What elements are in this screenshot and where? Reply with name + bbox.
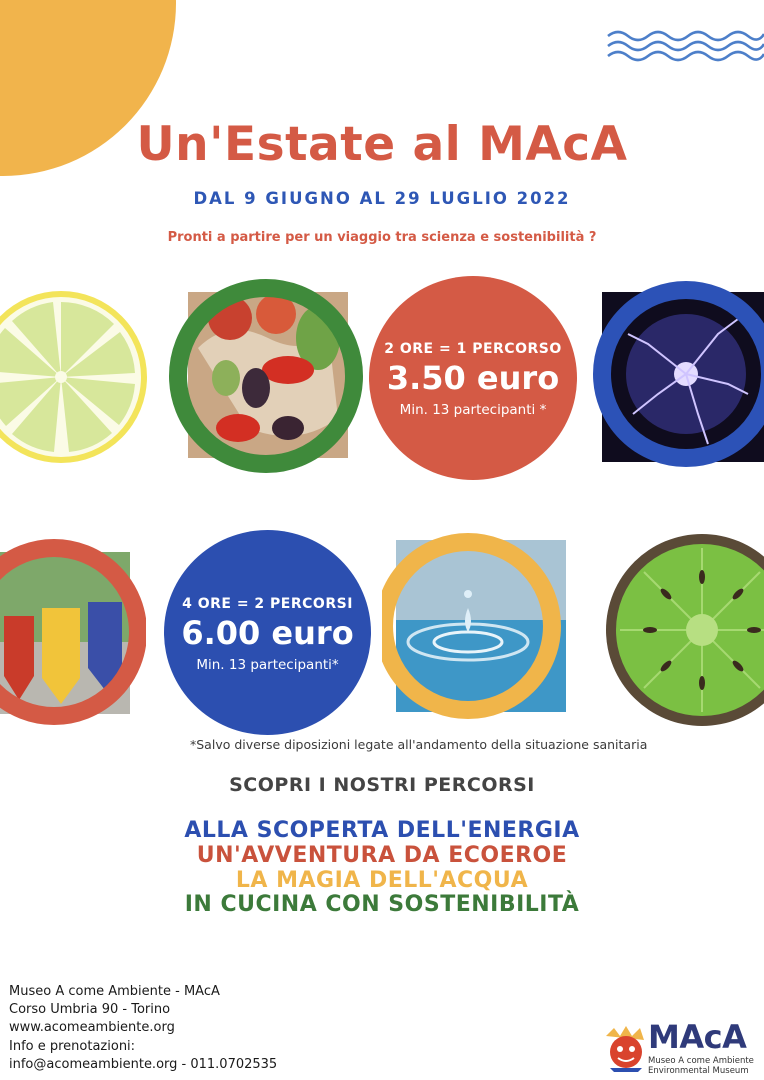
waves-icon <box>604 24 764 64</box>
offer-min: Min. 13 partecipanti* <box>196 657 339 673</box>
logo-subtitle-it: Museo A come Ambiente <box>648 1056 754 1066</box>
logo-mascot-icon <box>602 1022 650 1074</box>
route-water: LA MAGIA DELL'ACQUA <box>235 868 529 893</box>
kiwi-slice-icon <box>604 532 764 732</box>
booking-contact[interactable]: info@acomeambiente.org - 011.0702535 <box>9 1056 278 1072</box>
offer-price: 6.00 euro <box>181 614 354 652</box>
vegetables-image <box>168 278 364 474</box>
museum-address: Corso Umbria 90 - Torino <box>9 1002 171 1018</box>
contact-info <box>9 983 277 1074</box>
tagline: Pronti a partire per un viaggio tra scienza e sostenibilità ? <box>167 230 597 245</box>
route-energy: ALLA SCOPERTA DELL'ENERGIA <box>184 818 580 843</box>
offer-price: 3.50 euro <box>386 359 560 397</box>
glass-jars-image <box>0 532 146 732</box>
booking-label: Info e prenotazioni: <box>9 1038 136 1054</box>
lemon-slice-icon <box>0 278 150 476</box>
logo-wordmark: MAcA <box>648 1018 747 1056</box>
page-title: Un'Estate al MAcA <box>136 117 628 172</box>
date-range: DAL 9 GIUGNO AL 29 LUGLIO 2022 <box>193 189 571 208</box>
logo-subtitle-en: Environmental Museum <box>648 1066 749 1076</box>
price-circle-2h <box>369 276 577 480</box>
health-note: *Salvo diverse diposizioni legate all'andamento della situazione sanitaria <box>190 737 648 752</box>
offer-min: Min. 13 partecipanti * <box>399 402 547 418</box>
section-heading: SCOPRI I NOSTRI PERCORSI <box>229 774 535 796</box>
route-kitchen: IN CUCINA CON SOSTENIBILITÀ <box>184 892 580 917</box>
plasma-ball-image <box>588 274 764 474</box>
museum-website[interactable]: www.acomeambiente.org <box>9 1020 175 1036</box>
price-circle-4h <box>164 530 371 735</box>
offer-hours: 2 ORE = 1 PERCORSO <box>384 341 562 357</box>
maca-logo <box>602 1018 760 1078</box>
route-ecohero: UN'AVVENTURA DA ECOEROE <box>196 843 568 868</box>
water-drop-image <box>382 526 566 726</box>
museum-name: Museo A come Ambiente - MAcA <box>9 984 220 999</box>
offer-hours: 4 ORE = 2 PERCORSI <box>182 596 353 612</box>
